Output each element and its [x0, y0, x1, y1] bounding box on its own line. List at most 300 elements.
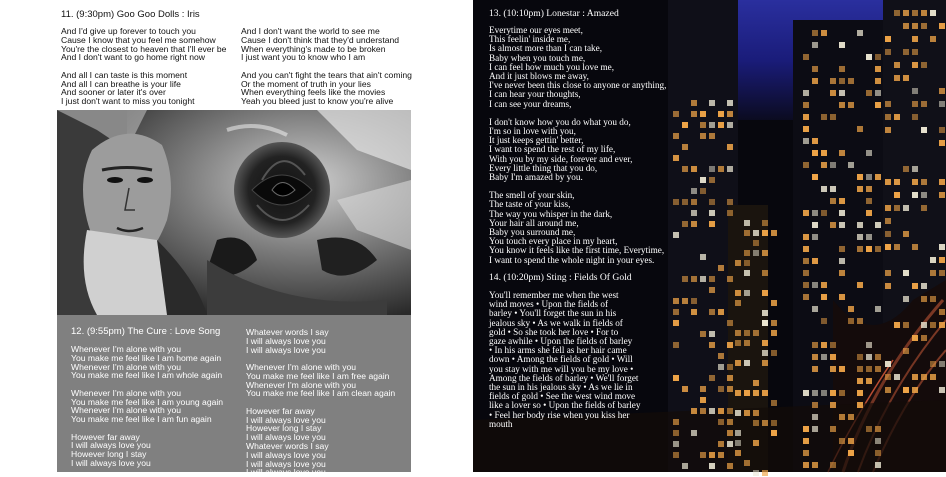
lit-window — [762, 470, 768, 476]
lit-window — [812, 222, 818, 228]
lit-window — [830, 78, 836, 84]
amazed-line: Baby I'm amazed by you. — [489, 172, 583, 183]
lit-window — [762, 230, 768, 236]
lit-window — [875, 306, 881, 312]
lit-window — [682, 386, 688, 392]
lit-window — [857, 246, 863, 252]
lit-window — [762, 320, 768, 326]
lit-window — [753, 230, 759, 236]
lit-window — [718, 309, 724, 315]
lit-window — [930, 257, 936, 263]
lit-window — [885, 127, 891, 133]
lit-window — [912, 179, 918, 185]
love-song-stanza — [71, 389, 223, 424]
iris-line: And I don't want the world to see me — [241, 26, 380, 36]
amazed-line: Every little thing that you do, — [489, 162, 598, 173]
lit-window — [885, 179, 891, 185]
lit-window — [903, 348, 909, 354]
lit-window — [866, 234, 872, 240]
fields-of-gold-line: gaze awhile • Upon the fields of barley — [489, 336, 633, 347]
lit-window — [866, 150, 872, 156]
iris-title: 11. (9:30pm) Goo Goo Dolls : Iris — [61, 9, 200, 20]
lit-window — [930, 322, 936, 328]
iris-line: And I don't want to go home right now — [61, 52, 206, 63]
amazed-line: It just keeps gettin' better, — [489, 135, 584, 146]
fields-of-gold-line: mouth — [489, 418, 513, 429]
love-song-line: I will always love you — [246, 335, 326, 346]
lit-window — [682, 463, 688, 469]
lit-window — [930, 296, 936, 302]
lit-window — [839, 258, 845, 264]
fields-of-gold-lyrics — [489, 291, 640, 429]
lit-window — [812, 306, 818, 312]
lit-window — [821, 318, 827, 324]
lit-window — [903, 205, 909, 211]
lit-window — [857, 174, 863, 180]
lit-window — [866, 174, 872, 180]
lit-window — [903, 231, 909, 237]
lit-window — [903, 296, 909, 302]
lit-window — [762, 420, 768, 426]
lit-window — [718, 265, 724, 271]
lit-window — [866, 426, 872, 432]
lit-window — [673, 298, 679, 304]
lit-window — [735, 260, 741, 266]
lit-window — [691, 430, 697, 436]
lit-window — [812, 138, 818, 144]
love-song-line: Whatever words I say — [246, 440, 329, 451]
lit-window — [709, 408, 715, 414]
amazed-stanzas — [489, 26, 666, 265]
love-song-line: Whenever I'm alone with you — [71, 344, 182, 354]
lit-window — [709, 122, 715, 128]
lit-window — [875, 90, 881, 96]
lit-window — [839, 294, 845, 300]
lit-window — [673, 232, 679, 238]
lit-window — [875, 66, 881, 72]
lit-window — [771, 320, 777, 326]
lit-window — [691, 100, 697, 106]
lit-window — [803, 426, 809, 432]
lit-window — [727, 144, 733, 150]
fields-of-gold-line: • Feel her body rise when you kiss her — [489, 409, 630, 420]
lit-window — [744, 460, 750, 466]
lit-window — [821, 150, 827, 156]
lit-window — [875, 450, 881, 456]
lit-window — [735, 290, 741, 296]
lit-window — [718, 353, 724, 359]
lit-window — [875, 438, 881, 444]
lit-window — [848, 438, 854, 444]
iris-line: And you can't fight the tears that ain't coming — [241, 69, 412, 80]
lit-window — [921, 62, 927, 68]
lit-window — [700, 397, 706, 403]
iris-stanza — [241, 27, 412, 62]
lit-window — [875, 462, 881, 468]
lit-window — [894, 244, 900, 250]
lit-window — [894, 374, 900, 380]
lit-window — [812, 390, 818, 396]
lit-window — [866, 198, 872, 204]
iris-lyrics — [61, 9, 200, 20]
lit-window — [912, 88, 918, 94]
lit-window — [771, 330, 777, 336]
lit-window — [735, 340, 741, 346]
lit-window — [673, 375, 679, 381]
lit-window — [830, 342, 836, 348]
lit-window — [700, 177, 706, 183]
love-song-line: Whenever I'm alone with you — [71, 405, 182, 416]
lit-window — [830, 222, 836, 228]
amazed-line: You touch every place in my heart, — [489, 236, 618, 247]
lit-window — [839, 246, 845, 252]
lit-window — [718, 364, 724, 370]
lit-window — [803, 114, 809, 120]
love-song-line: I will always love you — [71, 440, 151, 451]
lit-window — [939, 179, 945, 185]
lit-window — [709, 309, 715, 315]
lit-window — [912, 244, 918, 250]
lit-window — [866, 366, 872, 372]
lit-window — [812, 354, 818, 360]
iris-line: And I'd give up forever to touch you — [61, 26, 196, 36]
lit-window — [762, 290, 768, 296]
lit-window — [762, 220, 768, 226]
lit-window — [727, 430, 733, 436]
amazed-stanza — [489, 118, 666, 182]
lit-window — [894, 10, 900, 16]
lit-window — [727, 364, 733, 370]
lit-window — [744, 290, 750, 296]
lit-window — [735, 300, 741, 306]
love-song-line: I will always love you — [71, 457, 151, 468]
lit-window — [762, 350, 768, 356]
lit-window — [700, 254, 706, 260]
lit-window — [921, 23, 927, 29]
lit-window — [939, 192, 945, 198]
amazed-line: I can see your dreams, — [489, 98, 572, 109]
lit-window — [848, 162, 854, 168]
lit-window — [921, 283, 927, 289]
love-song-stanza — [71, 345, 223, 380]
lit-window — [744, 270, 750, 276]
love-song-line: You make me feel like I am young again — [71, 396, 224, 407]
lit-window — [744, 330, 750, 336]
lit-window — [709, 221, 715, 227]
lit-window — [700, 111, 706, 117]
amazed-line: I'm so in love with you, — [489, 126, 576, 137]
lit-window — [812, 366, 818, 372]
lit-window — [762, 340, 768, 346]
fields-of-gold-line: down • Among the fields of gold • Will — [489, 354, 633, 365]
love-song-line: I will always love you — [246, 344, 326, 355]
lit-window — [921, 374, 927, 380]
lit-window — [727, 199, 733, 205]
lit-window — [691, 298, 697, 304]
lit-window — [812, 342, 818, 348]
lit-window — [830, 354, 836, 360]
lit-window — [885, 387, 891, 393]
love-song-line: I will always love you — [246, 414, 326, 425]
lit-window — [921, 296, 927, 302]
lit-window — [857, 390, 863, 396]
lit-window — [700, 133, 706, 139]
lit-window — [912, 335, 918, 341]
lit-window — [875, 174, 881, 180]
lit-window — [921, 101, 927, 107]
iris-line: I just don't want to miss you tonight — [61, 96, 195, 107]
iris-line: When everything's made to be broken — [241, 43, 386, 54]
lit-window — [885, 270, 891, 276]
lit-window — [803, 54, 809, 60]
fields-of-gold-line: gold • So she took her love • For to — [489, 326, 619, 337]
lit-window — [709, 100, 715, 106]
love-song-line: You make me feel like I am free again — [246, 370, 390, 381]
lit-window — [709, 331, 715, 337]
lit-window — [875, 222, 881, 228]
love-song-line: Whenever I'm alone with you — [71, 361, 182, 372]
lit-window — [803, 234, 809, 240]
lit-window — [857, 126, 863, 132]
lit-window — [866, 54, 872, 60]
lit-window — [921, 192, 927, 198]
lit-window — [812, 414, 818, 420]
rose-portrait-photo — [57, 110, 411, 315]
lit-window — [727, 276, 733, 282]
lit-window — [682, 298, 688, 304]
lit-window — [866, 342, 872, 348]
lit-window — [830, 186, 836, 192]
lit-window — [762, 250, 768, 256]
iris-line: And all I can taste is this moment — [61, 69, 188, 80]
lit-window — [812, 30, 818, 36]
lit-window — [912, 49, 918, 55]
lit-window — [762, 360, 768, 366]
lit-window — [839, 90, 845, 96]
lit-window — [803, 294, 809, 300]
lit-window — [912, 166, 918, 172]
lit-window — [857, 234, 863, 240]
iris-line: Or the moment of truth in your lies — [241, 78, 371, 89]
lit-window — [673, 430, 679, 436]
lit-window — [903, 10, 909, 16]
lit-window — [885, 218, 891, 224]
lit-window — [885, 283, 891, 289]
lit-window — [691, 166, 697, 172]
lit-window — [803, 90, 809, 96]
iris-stanza — [241, 71, 412, 106]
lit-window — [939, 309, 945, 315]
iris-line: And sooner or later it's over — [61, 87, 166, 98]
lit-window — [812, 234, 818, 240]
lit-window — [691, 111, 697, 117]
amazed-lyrics — [489, 8, 619, 19]
lit-window — [727, 419, 733, 425]
lit-window — [894, 179, 900, 185]
lit-window — [700, 188, 706, 194]
lit-window — [875, 354, 881, 360]
lit-window — [912, 101, 918, 107]
lit-window — [848, 78, 854, 84]
lit-window — [830, 114, 836, 120]
lit-window — [718, 111, 724, 117]
lit-window — [912, 62, 918, 68]
lit-window — [939, 322, 945, 328]
love-song-line: I will always love you — [246, 432, 326, 443]
lit-window — [673, 199, 679, 205]
lit-window — [812, 78, 818, 84]
lit-window — [885, 114, 891, 120]
iris-column-2 — [241, 27, 412, 106]
fields-of-gold-line: like a lover so • Upon the fields of barley — [489, 400, 641, 411]
lit-window — [885, 101, 891, 107]
fields-of-gold-line: fields of gold • See the west wind move — [489, 391, 636, 402]
lit-window — [939, 257, 945, 263]
lit-window — [744, 230, 750, 236]
lit-window — [821, 114, 827, 120]
lit-window — [682, 221, 688, 227]
lit-window — [903, 270, 909, 276]
love-song-stanza — [71, 433, 223, 468]
lit-window — [771, 230, 777, 236]
lit-window — [691, 276, 697, 282]
lit-window — [718, 408, 724, 414]
iris-line: I just want you to know who I am — [241, 52, 366, 63]
amazed-line: I can feel how much you love me, — [489, 61, 615, 72]
lit-window — [771, 430, 777, 436]
lit-window — [857, 318, 863, 324]
lit-window — [821, 210, 827, 216]
lit-window — [803, 126, 809, 132]
lit-window — [771, 420, 777, 426]
lit-window — [894, 322, 900, 328]
iris-line: And all I can breathe is your life — [61, 78, 181, 89]
lit-window — [939, 127, 945, 133]
lit-window — [803, 450, 809, 456]
amazed-line: I want to spend the rest of my life, — [489, 144, 616, 155]
lit-window — [848, 102, 854, 108]
lit-window — [939, 387, 945, 393]
lit-window — [727, 408, 733, 414]
lit-window — [727, 122, 733, 128]
lit-window — [866, 246, 872, 252]
love-song-line: Whenever I'm alone with you — [246, 379, 357, 390]
lit-window — [803, 462, 809, 468]
lit-window — [812, 210, 818, 216]
lit-window — [848, 450, 854, 456]
lit-window — [718, 166, 724, 172]
lit-window — [803, 162, 809, 168]
lit-window — [939, 361, 945, 367]
iris-line: Yeah you bleed just to know you're alive — [241, 96, 394, 107]
lit-window — [830, 198, 836, 204]
lit-window — [885, 205, 891, 211]
lit-window — [718, 122, 724, 128]
lit-window — [821, 30, 827, 36]
lit-window — [718, 441, 724, 447]
lit-window — [735, 440, 741, 446]
lit-window — [753, 330, 759, 336]
love-song-line: You make me feel like I am home again — [71, 352, 222, 363]
lit-window — [857, 366, 863, 372]
love-song-line: However long I stay — [71, 449, 147, 460]
lit-window — [830, 366, 836, 372]
fields-of-gold-line: wind moves • Upon the fields of — [489, 299, 609, 310]
lit-window — [875, 366, 881, 372]
amazed-line: Baby when you touch me, — [489, 52, 586, 63]
lit-window — [691, 408, 697, 414]
lit-window — [771, 350, 777, 356]
fields-of-gold-line: barley • You'll forget the sun in his — [489, 308, 617, 319]
lit-window — [894, 75, 900, 81]
love-song-stanza — [246, 363, 395, 398]
lit-window — [921, 335, 927, 341]
lit-window — [812, 66, 818, 72]
lit-window — [727, 342, 733, 348]
lit-window — [903, 166, 909, 172]
lit-window — [912, 10, 918, 16]
lit-window — [762, 390, 768, 396]
lit-window — [673, 419, 679, 425]
love-song-title: 12. (9:55pm) The Cure : Love Song — [71, 326, 221, 337]
lit-window — [753, 250, 759, 256]
lit-window — [673, 320, 679, 326]
love-song-line: Whatever words I say — [246, 327, 329, 337]
lit-window — [839, 78, 845, 84]
lit-window — [821, 354, 827, 360]
lit-window — [885, 374, 891, 380]
amazed-line: I can hear your thoughts, — [489, 89, 581, 100]
lit-window — [735, 390, 741, 396]
lit-window — [700, 408, 706, 414]
lit-window — [771, 400, 777, 406]
lit-window — [812, 42, 818, 48]
lit-window — [885, 231, 891, 237]
lit-window — [839, 390, 845, 396]
lit-window — [921, 322, 927, 328]
lit-window — [727, 320, 733, 326]
lit-window — [921, 179, 927, 185]
lit-window — [727, 111, 733, 117]
fields-of-gold-line: jealous sky • As we walk in fields of — [489, 317, 623, 328]
lit-window — [682, 276, 688, 282]
love-song-line: I will always love you — [246, 449, 326, 460]
lit-window — [709, 463, 715, 469]
lit-window — [727, 166, 733, 172]
lit-window — [903, 23, 909, 29]
lit-window — [753, 240, 759, 246]
amazed-line: With you by my side, forever and ever, — [489, 153, 633, 164]
lit-window — [930, 270, 936, 276]
lit-window — [866, 378, 872, 384]
lit-window — [709, 210, 715, 216]
lit-window — [727, 375, 733, 381]
lit-window — [857, 378, 863, 384]
lit-window — [691, 309, 697, 315]
lit-window — [894, 114, 900, 120]
lit-window — [700, 452, 706, 458]
lit-window — [812, 462, 818, 468]
lit-window — [691, 188, 697, 194]
lit-window — [762, 270, 768, 276]
lit-window — [866, 90, 872, 96]
fields-of-gold-line: You'll remember me when the west — [489, 290, 619, 300]
lit-window — [894, 192, 900, 198]
lit-window — [912, 114, 918, 120]
lit-window — [939, 88, 945, 94]
love-song-stanza — [246, 328, 395, 354]
lit-window — [673, 111, 679, 117]
